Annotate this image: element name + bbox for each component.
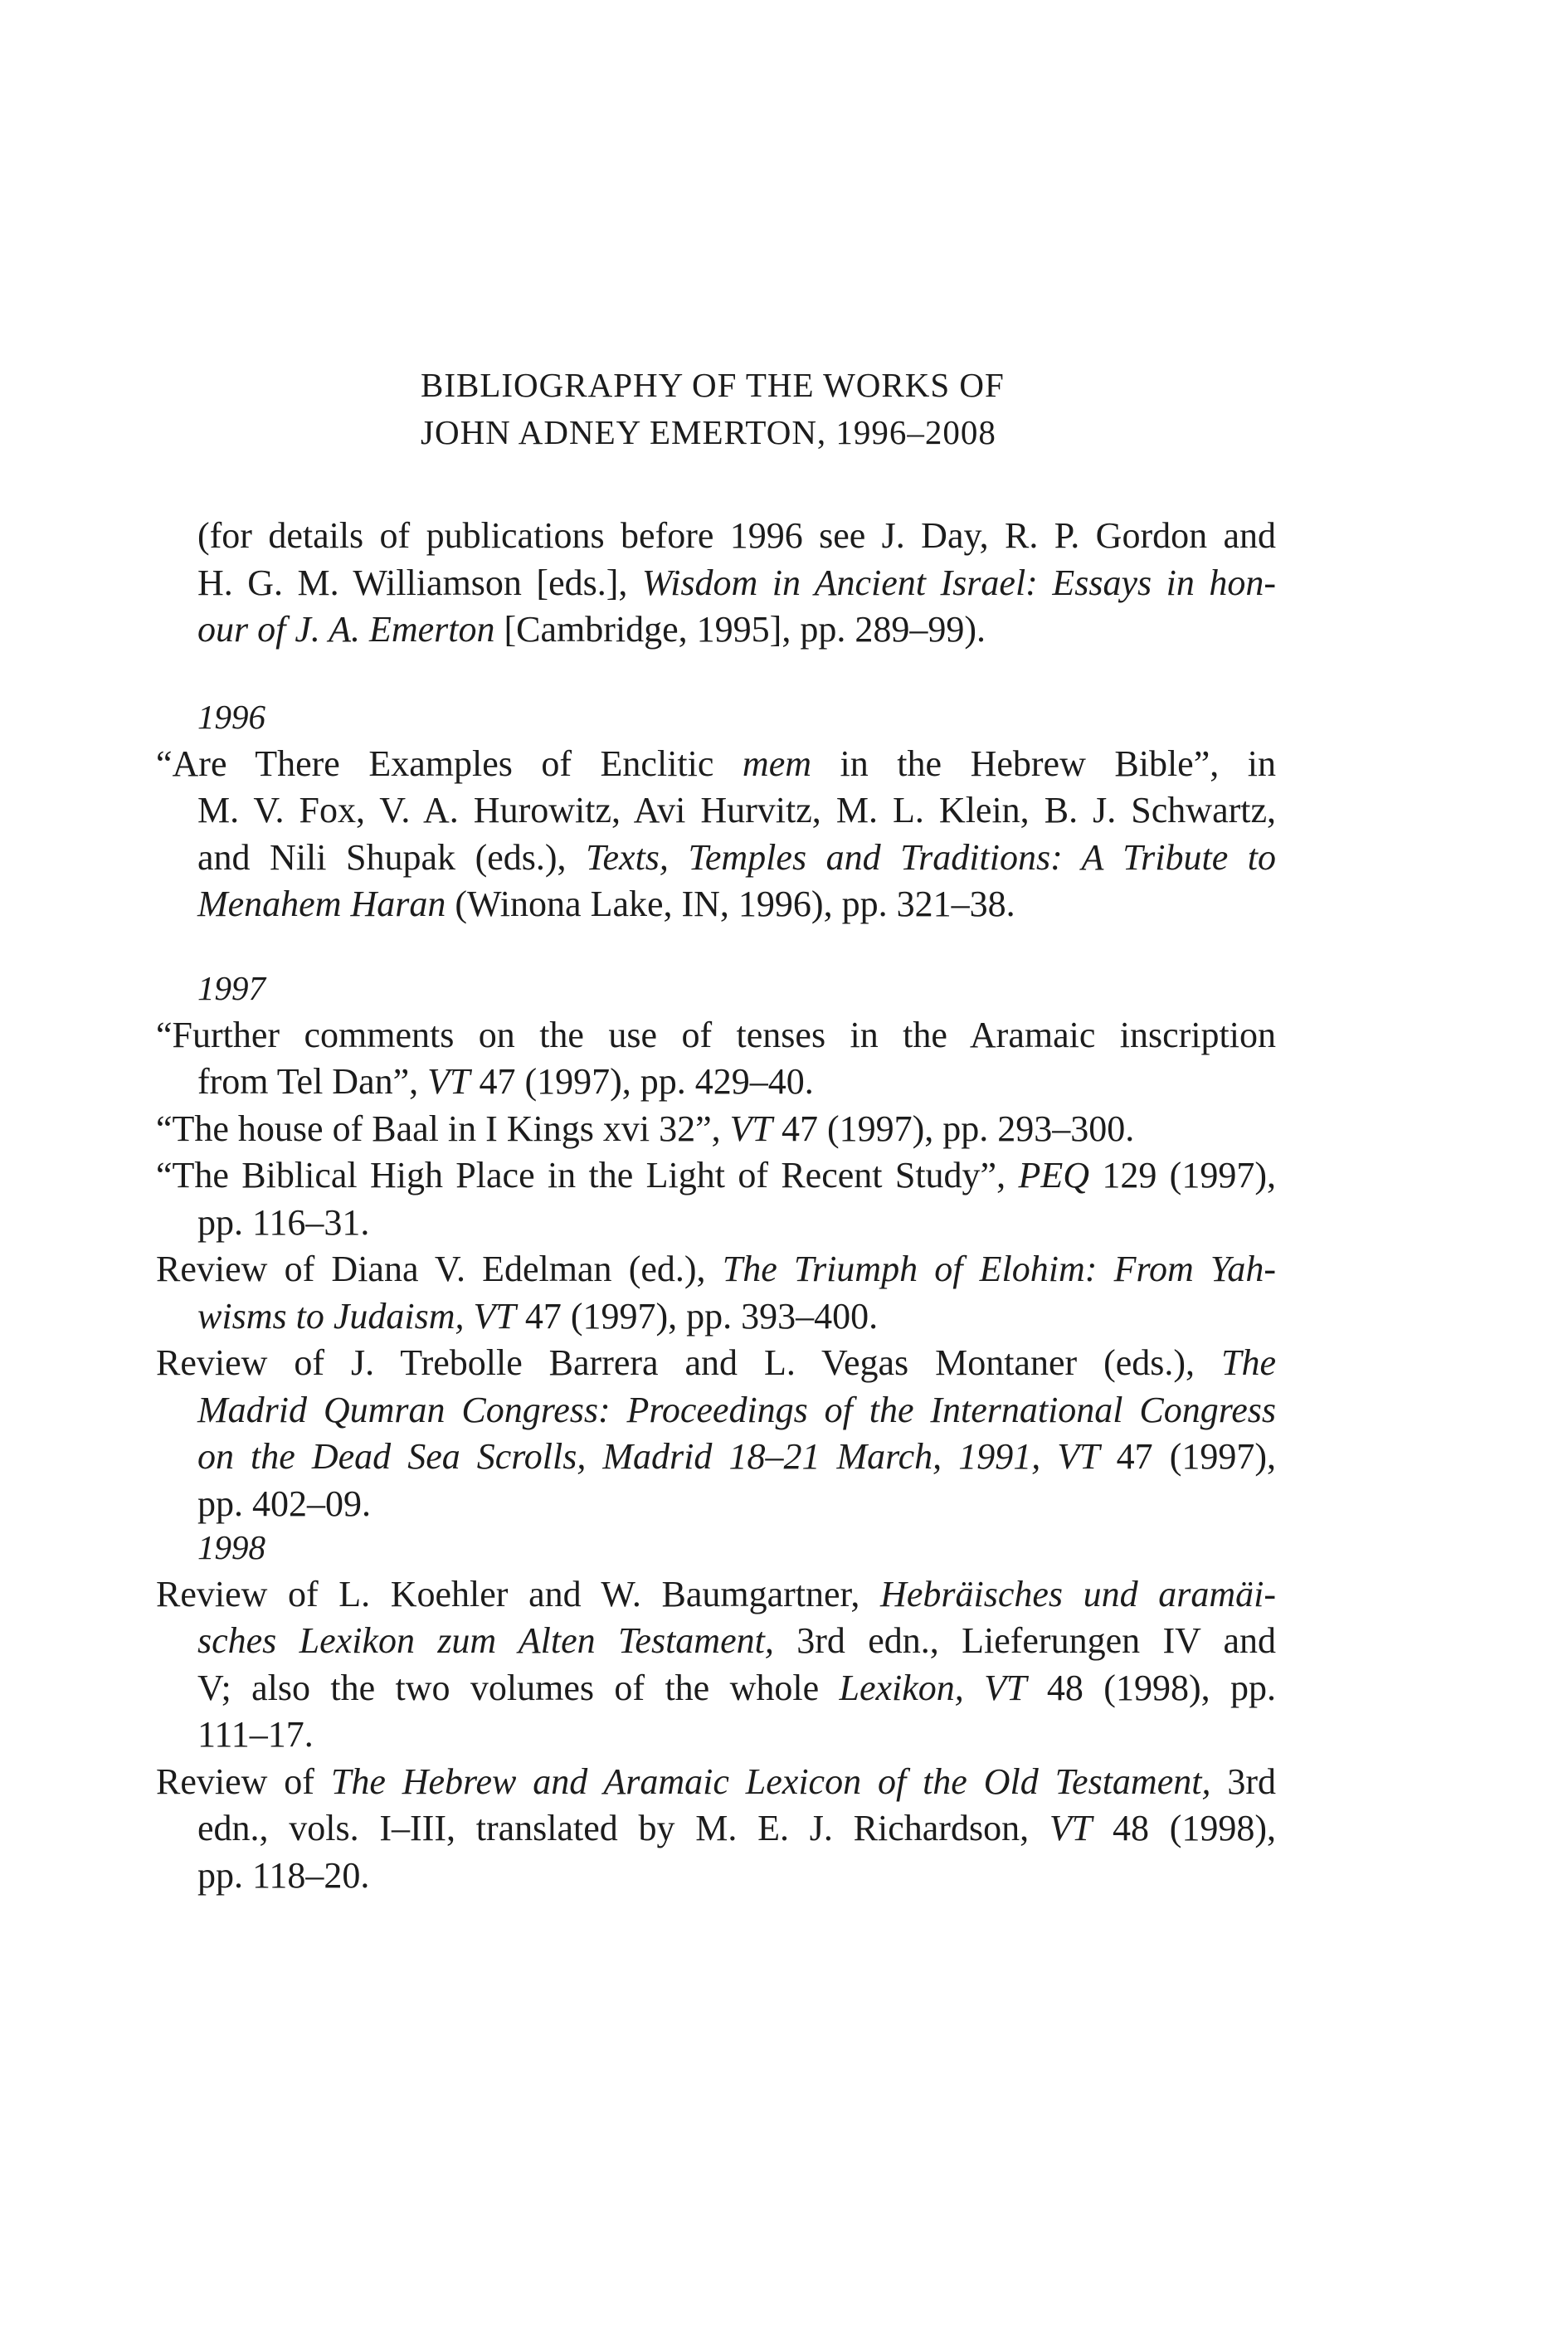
bibliography-entry: “Further comments on the use of tenses in the Aramaic inscription from Tel Dan”, VT 47 (1997), pp. 429–40.	[156, 1014, 1276, 1102]
section-1996	[156, 694, 1276, 928]
bibliography-entry: “The Biblical High Place in the Light of Recent Study”, PEQ 129 (1997), pp. 116–31.	[156, 1155, 1276, 1243]
title-line-2: JOHN ADNEY EMERTON, 1996–2008	[421, 413, 996, 451]
intro-line-3: our of J. A. Emerton [Cambridge, 1995], pp. 289–99).	[197, 609, 986, 650]
title-line-1: BIBLIOGRAPHY OF THE WORKS OF	[421, 366, 1005, 404]
year-heading: 1997	[197, 969, 265, 1007]
page-title	[421, 362, 1167, 456]
section-1998	[156, 1524, 1276, 1899]
bibliography-entry: Review of Diana V. Edelman (ed.), The Triumph of Elohim: From Yah- wisms to Judaism, VT 47 (1997), pp. 393–400.	[156, 1249, 1276, 1337]
bibliography-entry: Review of J. Trebolle Barrera and L. Vegas Montaner (eds.), The Madrid Qumran Congress: Proceedings of the International Congress on the Dead Sea Scrolls, Madrid 18–21 March, 1991, VT 47 (1997), pp. 402–09.	[156, 1342, 1277, 1524]
intro-note	[197, 513, 1276, 654]
bibliography-entry: “Are There Examples of Enclitic mem in the Hebrew Bible”, in M. V. Fox, V. A. Hurowitz, Avi Hurvitz, M. L. Klein, B. J. Schwartz, and Nili Shupak (eds.), Texts, Temples and Traditions: A Tribute to Menahem Haran (Winona Lake, IN, 1996), pp. 321–38.	[156, 743, 1276, 924]
bibliography-entry: Review of L. Koehler and W. Baumgartner, Hebräisches und aramäi- sches Lexikon zum Alten Testament, 3rd edn., Lieferungen IV and V; also the two volumes of the whole Lexikon, VT 48 (1998), pp. 111–17.	[156, 1573, 1276, 1755]
year-heading: 1996	[197, 698, 265, 736]
bibliography-entry: Review of The Hebrew and Aramaic Lexicon of the Old Testament, 3rd edn., vols. I–III, translated by M. E. J. Richardson, VT 48 (1998), pp. 118–20.	[156, 1760, 1276, 1896]
bibliography-entry: “The house of Baal in I Kings xvi 32”, VT 47 (1997), pp. 293–300.	[156, 1108, 1135, 1149]
intro-line-2: H. G. M. Williamson [eds.], Wisdom in Ancient Israel: Essays in hon-	[197, 562, 1276, 603]
section-1997	[156, 965, 1277, 1527]
year-heading: 1998	[197, 1528, 265, 1566]
intro-line-1: (for details of publications before 1996 see J. Day, R. P. Gordon and	[197, 515, 1276, 556]
